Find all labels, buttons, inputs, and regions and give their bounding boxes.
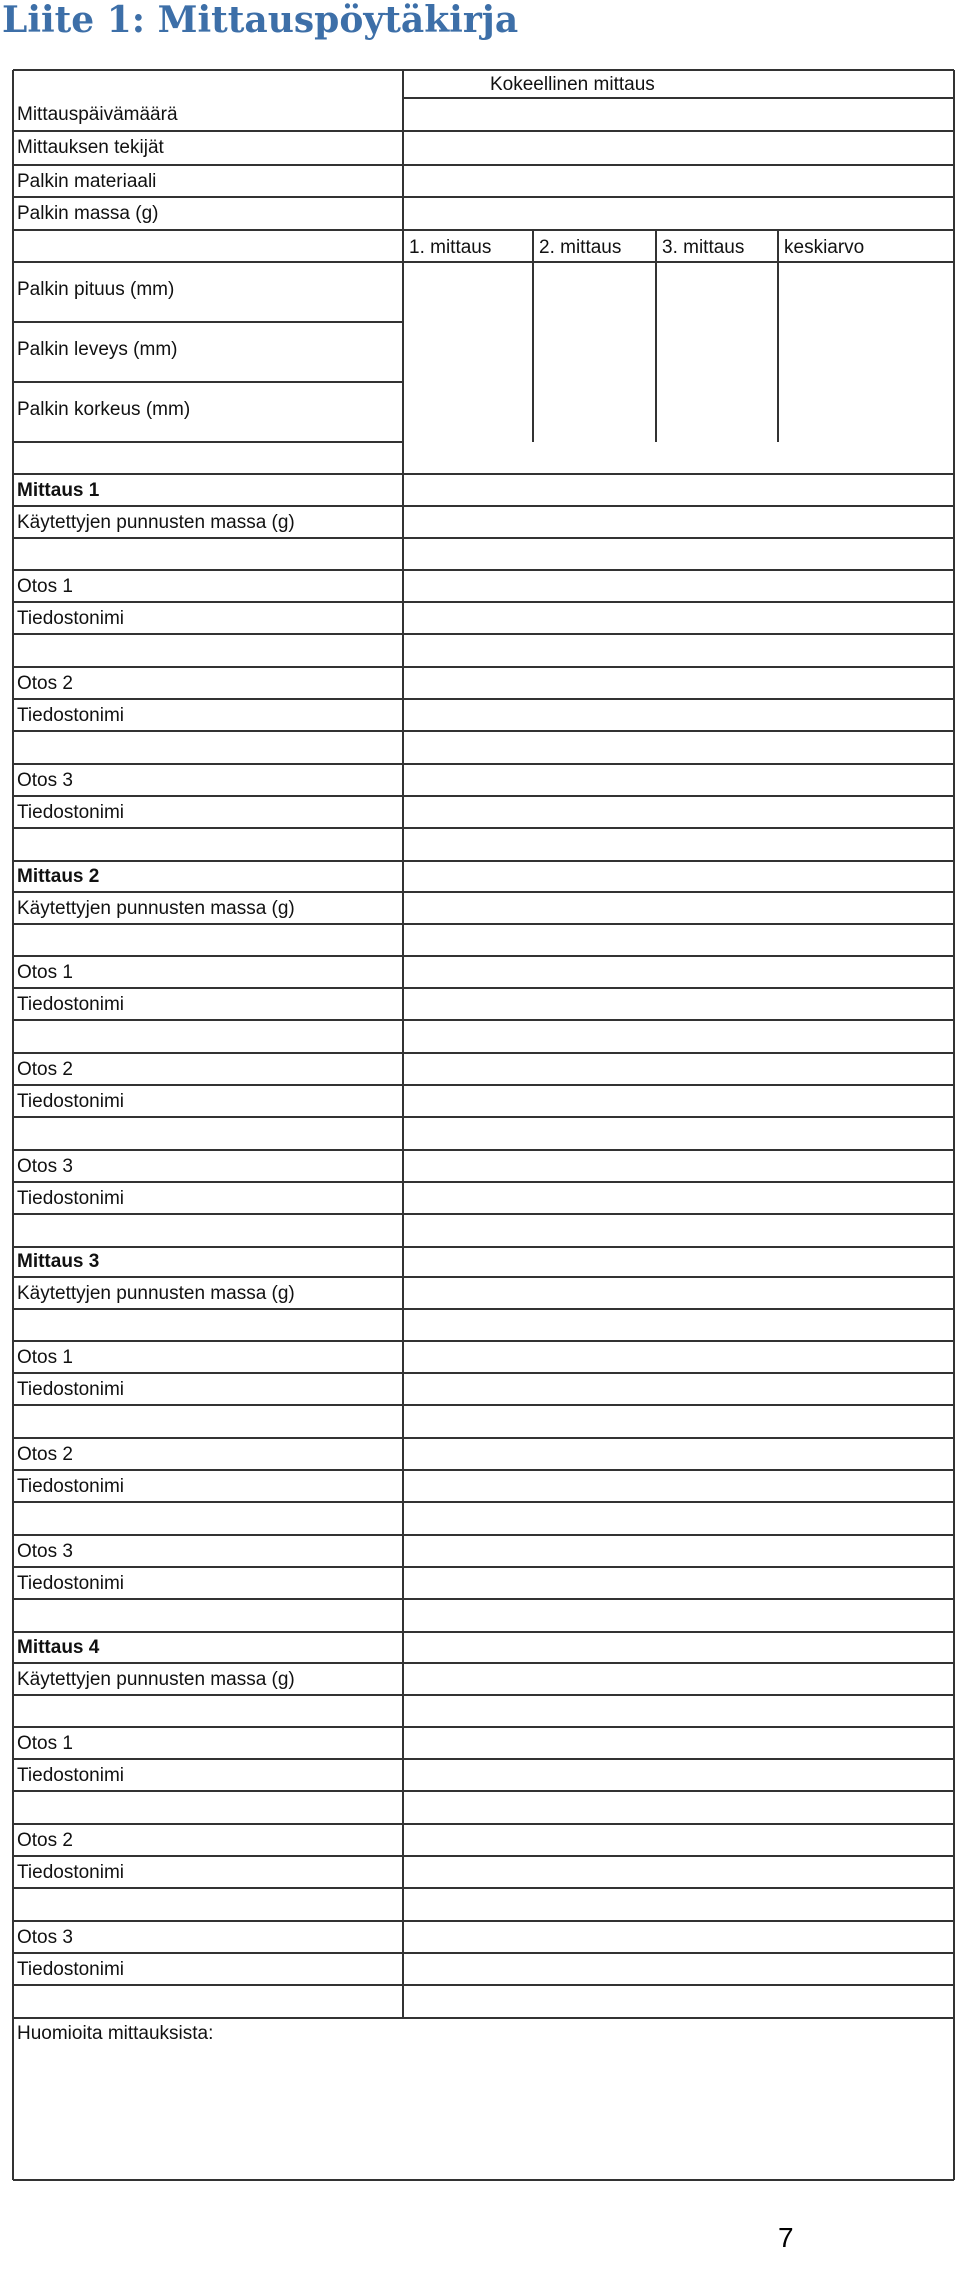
filename-label: Tiedostonimi — [17, 1091, 125, 1112]
weights-label: Käytettyjen punnusten massa (g) — [17, 512, 295, 533]
grid-line — [13, 1340, 954, 1342]
grid-line — [13, 1052, 954, 1054]
weights-label: Käytettyjen punnusten massa (g) — [17, 1669, 295, 1690]
dimension-value-cell[interactable] — [535, 264, 654, 320]
dimension-label: Palkin korkeus (mm) — [17, 399, 191, 420]
grid-line — [13, 1372, 954, 1374]
dimension-value-cell[interactable] — [658, 384, 776, 440]
shot-label: Otos 2 — [17, 673, 73, 694]
measure-column-header: 2. mittaus — [539, 237, 622, 258]
measure-column-header: 1. mittaus — [409, 237, 492, 258]
grid-line — [13, 1855, 954, 1857]
dimension-value-cell[interactable] — [780, 324, 952, 380]
grid-line — [13, 441, 403, 443]
filename-field[interactable] — [405, 604, 952, 632]
grid-line — [13, 229, 954, 231]
grid-line — [13, 196, 954, 198]
filename-label: Tiedostonimi — [17, 1765, 125, 1786]
grid-line — [13, 1276, 954, 1278]
grid-line — [13, 730, 954, 732]
grid-line — [13, 601, 954, 603]
basic-info-field[interactable] — [405, 167, 952, 197]
grid-line — [402, 70, 404, 2017]
grid-line — [13, 1116, 954, 1118]
filename-label: Tiedostonimi — [17, 1188, 125, 1209]
dimension-value-cell[interactable] — [535, 324, 654, 380]
notes-label: Huomioita mittauksista: — [17, 2023, 214, 2044]
filename-field[interactable] — [405, 1375, 952, 1403]
grid-line — [655, 230, 657, 442]
grid-line — [13, 860, 954, 862]
dimension-value-cell[interactable] — [780, 384, 952, 440]
shot-label: Otos 3 — [17, 1927, 73, 1948]
shot-label: Otos 2 — [17, 1059, 73, 1080]
shot-label: Otos 2 — [17, 1444, 73, 1465]
weights-field[interactable] — [405, 894, 952, 922]
dimension-value-cell[interactable] — [405, 264, 531, 320]
grid-line — [13, 473, 954, 475]
measure-column-header: 3. mittaus — [662, 237, 745, 258]
filename-field[interactable] — [405, 1955, 952, 1983]
grid-line — [13, 1437, 954, 1439]
filename-field[interactable] — [405, 1472, 952, 1500]
shot-label: Otos 1 — [17, 1347, 73, 1368]
filename-label: Tiedostonimi — [17, 608, 125, 629]
weights-label: Käytettyjen punnusten massa (g) — [17, 898, 295, 919]
weights-label: Käytettyjen punnusten massa (g) — [17, 1283, 295, 1304]
grid-line — [13, 1213, 954, 1215]
grid-line — [13, 1019, 954, 1021]
measure-column-header: keskiarvo — [784, 237, 865, 258]
grid-line — [12, 70, 14, 2180]
weights-field[interactable] — [405, 508, 952, 536]
grid-line — [13, 505, 954, 507]
grid-line — [532, 230, 534, 442]
grid-line — [13, 1920, 954, 1922]
dimension-value-cell[interactable] — [405, 384, 531, 440]
grid-line — [13, 1662, 954, 1664]
grid-line — [13, 1790, 954, 1792]
grid-line — [13, 1181, 954, 1183]
grid-line — [13, 537, 954, 539]
grid-line — [403, 97, 954, 99]
grid-line — [13, 1726, 954, 1728]
filename-field[interactable] — [405, 990, 952, 1018]
filename-label: Tiedostonimi — [17, 994, 125, 1015]
grid-line — [13, 987, 954, 989]
grid-line — [13, 1246, 954, 1248]
grid-line — [13, 763, 954, 765]
filename-field[interactable] — [405, 798, 952, 826]
grid-line — [13, 891, 954, 893]
shot-label: Otos 1 — [17, 1733, 73, 1754]
grid-line — [403, 261, 954, 263]
grid-line — [13, 1694, 954, 1696]
grid-line — [13, 633, 954, 635]
basic-info-field[interactable] — [405, 199, 952, 229]
grid-line — [13, 827, 954, 829]
grid-line — [13, 1952, 954, 1954]
filename-field[interactable] — [405, 1761, 952, 1789]
grid-line — [13, 2017, 954, 2019]
filename-label: Tiedostonimi — [17, 1379, 125, 1400]
basic-info-field[interactable] — [405, 133, 952, 163]
filename-field[interactable] — [405, 1569, 952, 1597]
filename-field[interactable] — [405, 1858, 952, 1886]
dimension-label: Palkin leveys (mm) — [17, 339, 178, 360]
filename-label: Tiedostonimi — [17, 1862, 125, 1883]
grid-line — [13, 1598, 954, 1600]
dimension-value-cell[interactable] — [658, 324, 776, 380]
basic-info-label: Palkin materiaali — [17, 171, 157, 192]
filename-field[interactable] — [405, 1087, 952, 1115]
shot-label: Otos 2 — [17, 1830, 73, 1851]
basic-info-label: Palkin massa (g) — [17, 203, 159, 224]
measurement-title: Mittaus 3 — [17, 1251, 100, 1272]
grid-line — [13, 698, 954, 700]
grid-line — [13, 2179, 954, 2181]
grid-line — [13, 130, 954, 132]
grid-line — [13, 1758, 954, 1760]
page-number: 7 — [778, 2222, 794, 2253]
dimension-value-cell[interactable] — [780, 264, 952, 320]
grid-line — [13, 1469, 954, 1471]
notes-area[interactable] — [17, 2048, 950, 2176]
grid-line — [13, 795, 954, 797]
grid-line — [13, 1404, 954, 1406]
grid-line — [13, 1149, 954, 1151]
dimension-label: Palkin pituus (mm) — [17, 279, 175, 300]
grid-line — [13, 1631, 954, 1633]
grid-line — [13, 1984, 954, 1986]
filename-label: Tiedostonimi — [17, 802, 125, 823]
grid-line — [13, 1084, 954, 1086]
filename-field[interactable] — [405, 1184, 952, 1212]
grid-line — [13, 666, 954, 668]
grid-line — [13, 381, 403, 383]
filename-label: Tiedostonimi — [17, 1573, 125, 1594]
shot-label: Otos 1 — [17, 962, 73, 983]
shot-label: Otos 3 — [17, 1541, 73, 1562]
filename-label: Tiedostonimi — [17, 1959, 125, 1980]
filename-field[interactable] — [405, 701, 952, 729]
grid-line — [953, 70, 955, 2180]
column-header-experimental: Kokeellinen mittaus — [490, 74, 655, 95]
weights-field[interactable] — [405, 1279, 952, 1307]
measurement-title: Mittaus 1 — [17, 480, 100, 501]
dimension-value-cell[interactable] — [658, 264, 776, 320]
dimension-value-cell[interactable] — [535, 384, 654, 440]
basic-info-label: Mittauspäivämäärä — [17, 104, 178, 125]
grid-line — [13, 321, 403, 323]
grid-line — [13, 1501, 954, 1503]
grid-line — [777, 230, 779, 442]
dimension-value-cell[interactable] — [405, 324, 531, 380]
grid-line — [13, 1566, 954, 1568]
grid-line — [13, 1887, 954, 1889]
basic-info-label: Mittauksen tekijät — [17, 137, 164, 158]
grid-line — [13, 569, 954, 571]
grid-line — [13, 1823, 954, 1825]
filename-label: Tiedostonimi — [17, 1476, 125, 1497]
grid-line — [13, 1308, 954, 1310]
measurement-title: Mittaus 4 — [17, 1637, 100, 1658]
page-title: Liite 1: Mittauspöytäkirja — [2, 0, 519, 41]
filename-label: Tiedostonimi — [17, 705, 125, 726]
grid-line — [13, 164, 954, 166]
grid-line — [13, 923, 954, 925]
basic-info-field[interactable] — [405, 100, 952, 130]
shot-label: Otos 3 — [17, 770, 73, 791]
shot-label: Otos 3 — [17, 1156, 73, 1177]
weights-field[interactable] — [405, 1665, 952, 1693]
measurement-form — [13, 70, 954, 2180]
grid-line — [13, 69, 954, 71]
shot-label: Otos 1 — [17, 576, 73, 597]
grid-line — [13, 955, 954, 957]
grid-line — [13, 1534, 954, 1536]
grid-line — [13, 261, 403, 263]
measurement-title: Mittaus 2 — [17, 866, 100, 887]
